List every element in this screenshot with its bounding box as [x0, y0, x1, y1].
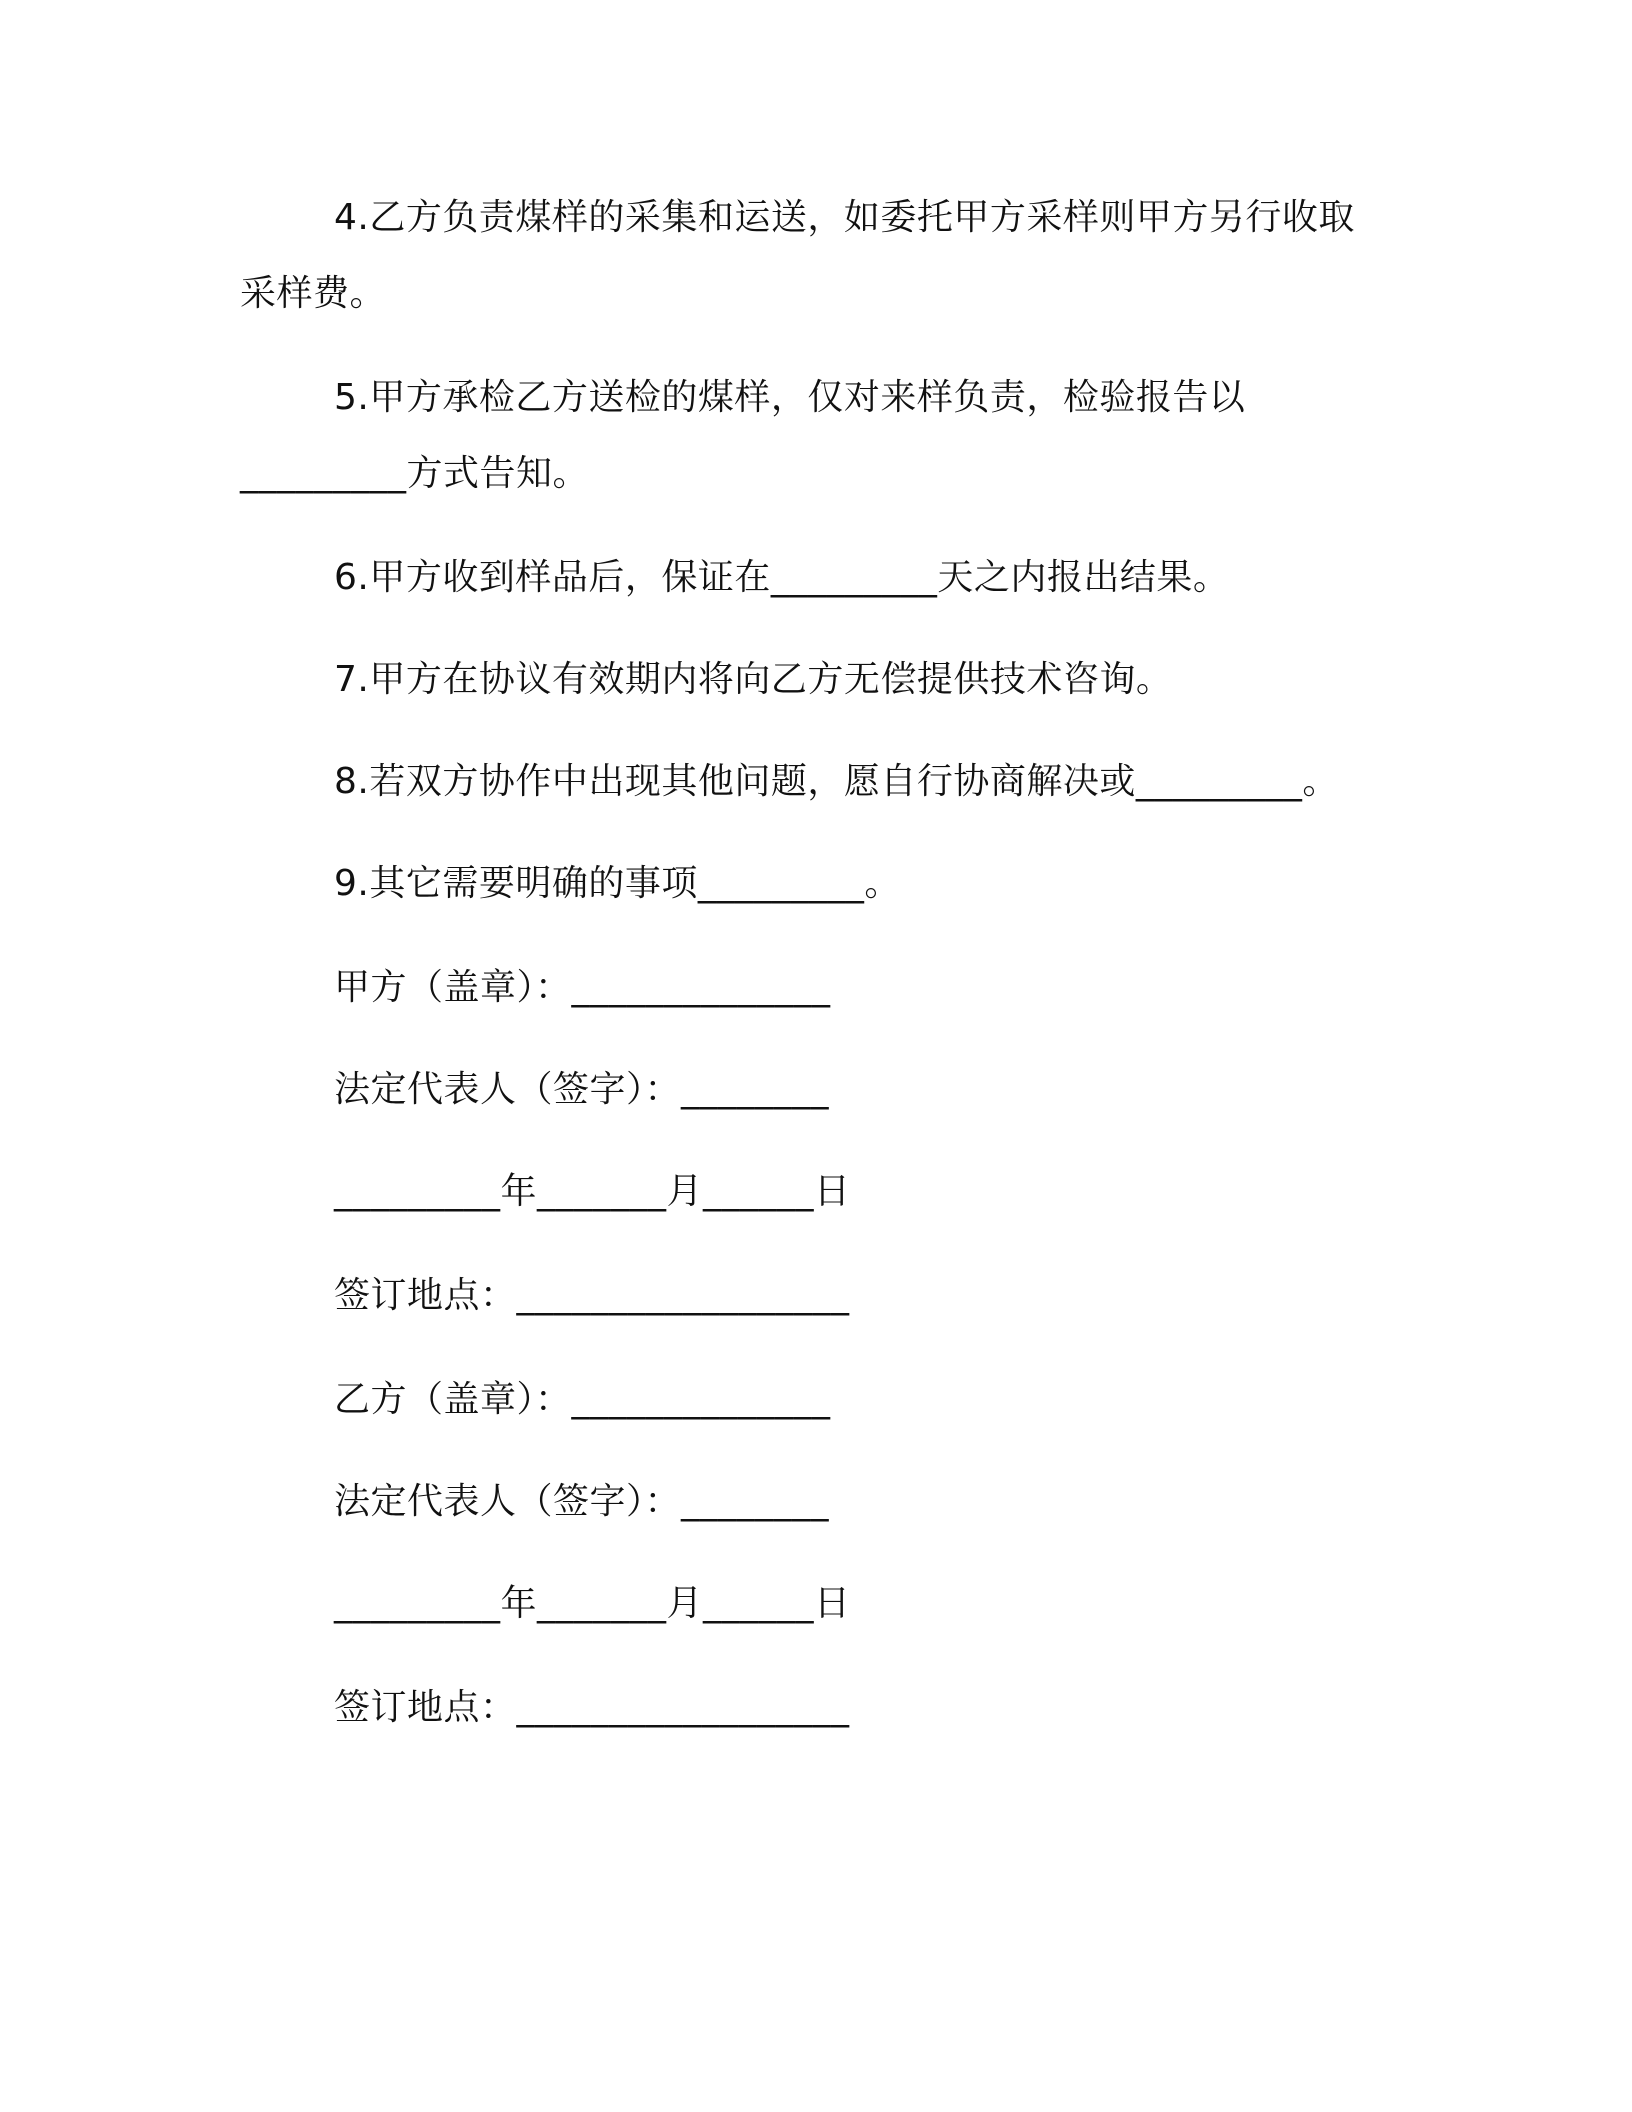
clause-8: 8.若双方协作中出现其他问题，愿自行协商解决或_________。 [334, 761, 1339, 802]
clause-5-line-1: 5.甲方承检乙方送检的煤样，仅对来样负责，检验报告以 [334, 377, 1246, 418]
clause-4-line-2: 采样费。 [240, 273, 387, 314]
clause-6: 6.甲方收到样品后，保证在_________天之内报出结果。 [334, 557, 1230, 598]
clause-7: 7.甲方在协议有效期内将向乙方无偿提供技术咨询。 [334, 659, 1173, 700]
clause-9: 9.其它需要明确的事项_________。 [334, 863, 901, 904]
party-b-date: _________年_______月______日 [334, 1583, 851, 1624]
party-a-date: _________年_______月______日 [334, 1171, 851, 1212]
party-b-seal: 乙方（盖章）：______________ [334, 1379, 831, 1420]
clause-4-line-1: 4.乙方负责煤样的采集和运送，如委托甲方采样则甲方另行收取 [334, 197, 1355, 238]
party-b-place: 签订地点：__________________ [334, 1687, 850, 1728]
party-a-place: 签订地点：__________________ [334, 1275, 850, 1316]
clause-5-line-2: _________方式告知。 [240, 453, 590, 494]
party-b-representative: 法定代表人（签字）：________ [334, 1481, 830, 1522]
party-a-representative: 法定代表人（签字）：________ [334, 1069, 830, 1110]
party-a-seal: 甲方（盖章）：______________ [334, 967, 831, 1008]
